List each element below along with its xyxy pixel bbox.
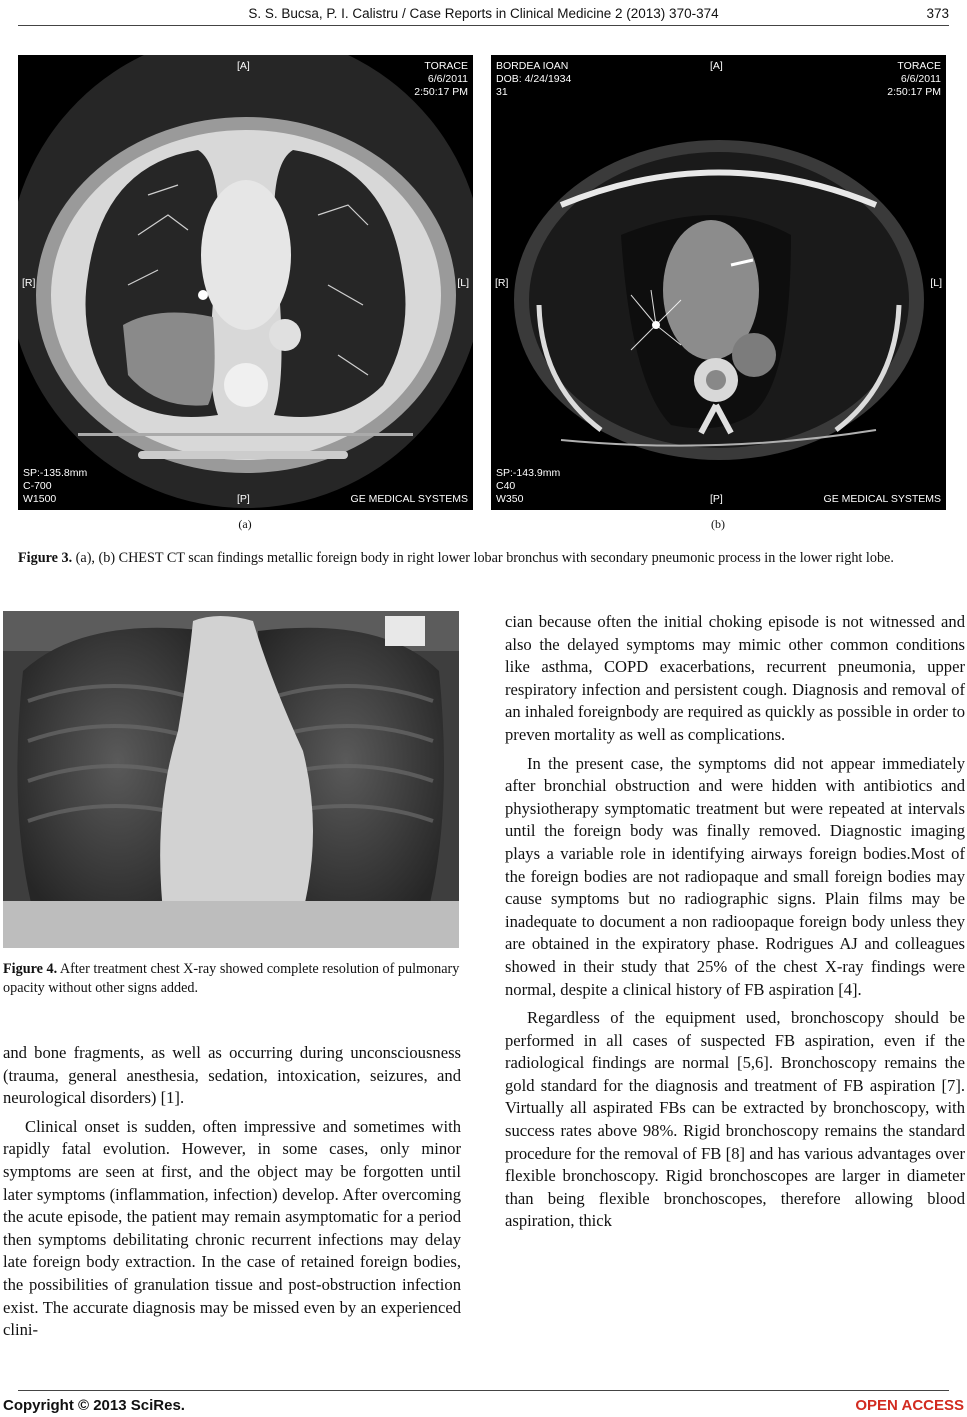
scan-info-top-right bbox=[414, 60, 468, 99]
running-title: S. S. Bucsa, P. I. Calistru / Case Reports in Clinical Medicine 2 (2013) 370-374 bbox=[248, 6, 719, 21]
right-side-marker: [R] bbox=[22, 277, 36, 289]
ct-scan-lung-window bbox=[18, 55, 473, 510]
chest-xray-drawing bbox=[3, 611, 459, 948]
footer-rule bbox=[18, 1390, 949, 1391]
study-name: TORACE bbox=[424, 60, 468, 72]
manufacturer-label: GE MEDICAL SYSTEMS bbox=[823, 493, 941, 505]
window-center: C-700 bbox=[23, 480, 52, 492]
left-side-marker: [L] bbox=[930, 277, 942, 289]
patient-name: BORDEA IOAN bbox=[496, 60, 569, 72]
slice-position: SP:-135.8mm bbox=[23, 467, 88, 479]
left-text-column bbox=[3, 1042, 461, 1342]
page-number: 373 bbox=[926, 6, 949, 21]
chest-xray-image bbox=[3, 611, 459, 948]
study-date: 6/6/2011 bbox=[427, 73, 468, 85]
figure-3-label: Figure 3. bbox=[18, 550, 73, 566]
window-width: W350 bbox=[496, 493, 524, 505]
figure-3-caption-text: (a), (b) CHEST CT scan findings metallic foreign body in right lower lobar bronchus with secondary pneumonic process in the lower right lobe. bbox=[75, 550, 894, 566]
anterior-marker: [A] bbox=[710, 60, 723, 72]
anterior-marker: [A] bbox=[237, 60, 250, 72]
paragraph: In the present case, the symptoms did not appear immediately after bronchial obstruction and were hidden with antibiotics and physiotherapy symptomatic treatment but were repeated at intervals until the foreign body was finally removed. Diagnostic imaging plays a variable role in identifying airways foreign bodies.Most of the foreign bodies are not radiopaque and small foreign bodies may cause symptoms but no radiographic signs. Plain films may be inadequate to document a non radioopaque foreign body unless they are obtained in the expiratory phase. Rodrigues AJ and colleagues showed in their study that 25% of the chest X-ray findings were normal, despite a clinical history of FB aspiration [4]. bbox=[505, 753, 965, 999]
patient-dob: DOB: 4/24/1934 bbox=[496, 73, 572, 85]
page-header bbox=[0, 3, 967, 25]
figure-4-label: Figure 4. bbox=[3, 961, 58, 977]
study-time: 2:50:17 PM bbox=[887, 86, 941, 98]
paragraph: and bone fragments, as well as occurring during unconsciousness (trauma, general anesthesia, sedation, intoxication, seizures, and neurological disorders) [1]. bbox=[3, 1043, 461, 1108]
copyright-notice: Copyright © 2013 SciRes. bbox=[3, 1397, 185, 1414]
open-access-label: OPEN ACCESS bbox=[855, 1397, 964, 1414]
paragraph: Regardless of the equipment used, bronchoscopy should be performed in all cases of suspected FB aspiration, even if the radiological findings are normal [5,6]. Bronchoscopy remains the gold standard for the diagnosis and treatment of FB aspiration [7]. Virtually all aspirated FBs can be extracted by bronchoscopy, with success rates above 98%. Rigid bronchoscopy remains the standard procedure for the removal of FB [8] and has various advantages over flexible bronchoscopy. Rigid bronchoscopes are larger in diameter than being flexible bronchoscopes, therefore allowing blood aspiration, thick bbox=[505, 1008, 965, 1231]
right-text-column bbox=[505, 611, 965, 1233]
ct-mediastinal-image bbox=[491, 55, 946, 510]
scan-info-top-right bbox=[887, 60, 941, 99]
subfigure-label-a: (a) bbox=[238, 517, 252, 531]
figure-4-caption bbox=[3, 960, 461, 998]
ct-scan-mediastinal-window bbox=[491, 55, 946, 510]
ct-lung-image bbox=[18, 55, 473, 510]
slice-position: SP:-143.9mm bbox=[496, 467, 561, 479]
paragraph: Clinical onset is sudden, often impressive and sometimes with rapidly fatal evolution. However, in some cases, only minor symptoms are seen at first, and the object may be forgotten until later symptoms (inflammation, infection) develop. After overcoming the acute episode, the patient may remain asymptomatic for a period then symptoms debilitating chronic recurrent infections may delay late foreign body extraction. In the case of retained foreign bodies, the possibilities of granulation tissue and post-obstruction infection exist. The accurate diagnosis may be missed even by an experienced clini- bbox=[3, 1116, 461, 1340]
scan-info-bottom-left bbox=[496, 467, 560, 506]
figure-3-caption bbox=[18, 548, 948, 569]
study-date: 6/6/2011 bbox=[900, 73, 941, 85]
figure-4-caption-text: After treatment chest X-ray showed complete resolution of pulmonary opacity without other signs added. bbox=[3, 961, 460, 996]
subfigure-label-b: (b) bbox=[711, 517, 725, 531]
window-width: W1500 bbox=[23, 493, 57, 505]
right-side-marker: [R] bbox=[495, 277, 509, 289]
scan-info-bottom-left bbox=[23, 467, 87, 506]
study-time: 2:50:17 PM bbox=[414, 86, 468, 98]
left-side-marker: [L] bbox=[457, 277, 469, 289]
patient-number: 31 bbox=[496, 86, 508, 98]
patient-info-top-left bbox=[496, 60, 571, 99]
paragraph: cian because often the initial choking episode is not witnessed and also the delayed symptoms may mimic other common conditions like asthma, COPD exacerbations, recurrent pneumonia, upper respiratory infection and persistent cough. Diagnosis and removal of an inhaled foreignbody are required as quickly as possible in order to preven mortality as well as complications. bbox=[505, 612, 965, 744]
study-name: TORACE bbox=[897, 60, 941, 72]
header-rule bbox=[18, 25, 949, 26]
window-center: C40 bbox=[496, 480, 516, 492]
posterior-marker: [P] bbox=[710, 493, 723, 505]
manufacturer-label: GE MEDICAL SYSTEMS bbox=[350, 493, 468, 505]
posterior-marker: [P] bbox=[237, 493, 250, 505]
